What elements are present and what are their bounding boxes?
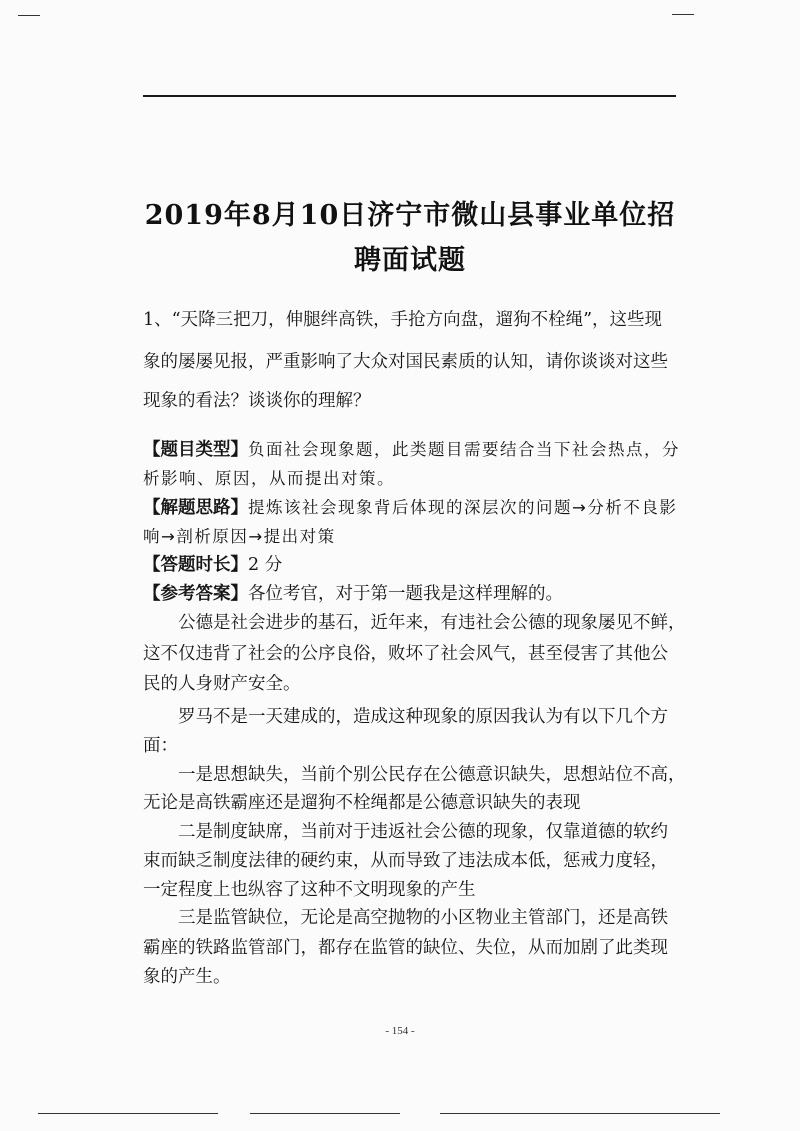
header-rule: [143, 95, 676, 97]
answer-line: 公德是社会进步的基石，近年来，有违社会公德的现象屡见不鲜，: [178, 613, 686, 633]
answer-intro: 各位考官，对于第一题我是这样理解的。: [248, 584, 563, 604]
idea-text: 响→剖析原因→提出对策: [143, 527, 336, 546]
idea-label: 【解题思路】: [143, 498, 248, 518]
page-title-line-1: 2019年8月10日济宁市微山县事业单位招: [144, 200, 676, 231]
question-line: 象的屡屡见报，严重影响了大众对国民素质的认知，请你谈谈对这些: [143, 352, 668, 372]
answer-line: 二是制度缺席，当前对于违返社会公德的现象，仅靠道德的软约: [178, 822, 668, 842]
time-text: 2 分: [248, 555, 283, 575]
time-line: [143, 551, 282, 576]
answer-line: 这不仅违背了社会的公序良俗，败坏了社会风气，甚至侵害了其他公: [143, 644, 668, 664]
answer-line: 一是思想缺失，当前个别公民存在公德意识缺失，思想站位不高，: [178, 765, 686, 785]
answer-line: 一定程度上也纵容了这种不文明现象的产生: [143, 880, 476, 900]
type-label: 【题目类型】: [143, 440, 248, 460]
question-line: 1、“天降三把刀，伸腿绊高铁，手抢方向盘，遛狗不栓绳”，这些现: [143, 310, 663, 330]
answer-line: 束而缺乏制度法律的硬约束，从而导致了违法成本低，惩戒力度轻，: [143, 851, 668, 871]
answer-line: 民的人身财产安全。: [143, 674, 301, 694]
answer-line: 面：: [143, 736, 178, 756]
type-text: 析影响、原因，从而提出对策。: [143, 469, 395, 488]
idea-line: [143, 494, 677, 519]
time-label: 【答题时长】: [143, 555, 248, 575]
page-number: - 154 -: [385, 1025, 415, 1037]
question-line: 现象的看法？谈谈你的理解？: [143, 391, 371, 411]
answer-line: 罗马不是一天建成的，造成这种现象的原因我认为有以下几个方: [178, 707, 668, 727]
scan-mark: [672, 14, 694, 15]
answer-label: 【参考答案】: [143, 584, 248, 604]
scan-mark: [38, 1113, 218, 1114]
scan-mark: [18, 15, 40, 16]
answer-intro-line: [143, 580, 563, 605]
type-line: [143, 436, 680, 461]
answer-line: 三是监管缺位，无论是高空抛物的小区物业主管部门，还是高铁: [178, 908, 668, 928]
idea-text: 提炼该社会现象背后体现的深层次的问题→分析不良影: [248, 498, 678, 517]
page-title-line-2: 聘面试题: [354, 245, 466, 276]
type-text: 负面社会现象题，此类题目需要结合当下社会热点，分: [248, 440, 680, 459]
answer-line: 无论是高铁霸座还是遛狗不栓绳都是公德意识缺失的表现: [143, 793, 581, 813]
answer-line: 象的产生。: [143, 967, 231, 987]
answer-line: 霸座的铁路监管部门，都存在监管的缺位、失位，从而加剧了此类现: [143, 938, 668, 958]
scan-mark: [250, 1113, 400, 1114]
scan-mark: [440, 1113, 720, 1114]
